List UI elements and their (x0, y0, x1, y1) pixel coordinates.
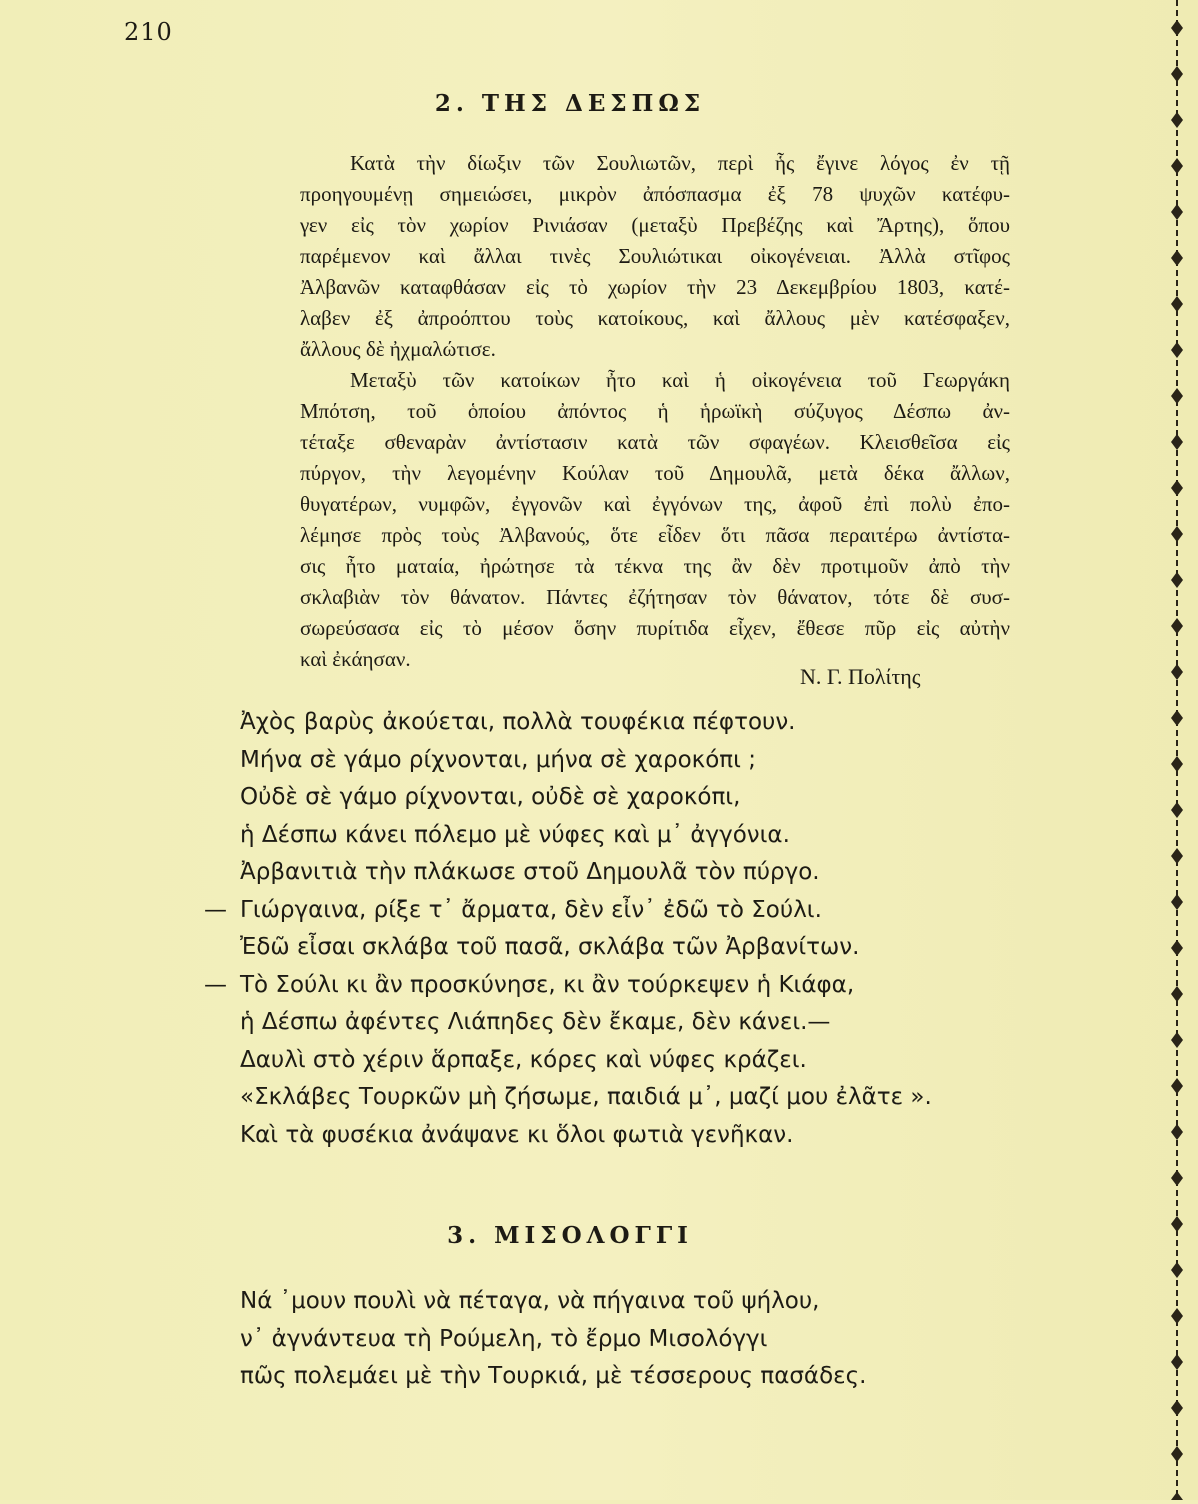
verse-line (204, 1117, 932, 1155)
stitch-mark (1171, 66, 1183, 82)
stitch-mark (1171, 250, 1183, 266)
verse-text: Νά ᾽μουν πουλὶ νὰ πέταγα, νὰ πήγαινα τοῦ ψήλου, (240, 1288, 820, 1314)
prose-line: τέταξε σθεναρὰν ἀντίστασιν κατὰ τῶν σφαγέων. Κλεισθεῖσα εἰς (300, 430, 1010, 454)
stitch-mark (1171, 388, 1183, 404)
stitch-mark (1171, 526, 1183, 542)
prose-line: παρέμενον καὶ ἄλλαι τινὲς Σουλιώτικαι οἰκογένειαι. Ἀλλὰ στῖφος (300, 244, 1010, 268)
verse-line (204, 854, 932, 892)
verse-text: Γιώργαινα, ρίξε τ᾽ ἄρματα, δὲν εἶν᾽ ἐδῶ τὸ Σούλι. (240, 896, 822, 923)
prose-line: σωρεύσασα εἰς τὸ μέσον ὅσην πυρίτιδα εἶχεν, ἔθεσε πῦρ εἰς αὐτὴν (300, 616, 1010, 640)
stitch-mark (1171, 434, 1183, 450)
author-signature: Ν. Γ. Πολίτης (800, 664, 921, 689)
verse-line (204, 1283, 866, 1321)
verse-line (204, 892, 932, 930)
stitch-mark (1171, 1262, 1183, 1278)
verse-text: ν᾽ ἀγνάντευα τὴ Ρούμελη, τὸ ἔρμο Μισολόγγι (240, 1325, 768, 1352)
verse-text: Καὶ τὰ φυσέκια ἀνάψανε κι ὅλοι φωτιὰ γενῆκαν. (240, 1121, 794, 1148)
section-title-despos: 2. ΤΗΣ ΔΕΣΠΩΣ (434, 90, 706, 117)
poem-despos (204, 704, 932, 1154)
stitch-mark (1171, 1032, 1183, 1048)
stitch-mark (1171, 1170, 1183, 1186)
prose-line: καὶ ἐκάησαν. (300, 647, 411, 671)
prose-line: σις ἦτο ματαία, ἠρώτησε τὰ τέκνα της ἂν δὲν προτιμοῦν ἀπὸ τὴν (300, 554, 1010, 578)
stitch-mark (1171, 940, 1183, 956)
verse-line (204, 779, 932, 817)
verse-line (204, 817, 932, 855)
prose-line: Μεταξὺ τῶν κατοίκων ἦτο καὶ ἡ οἰκογένεια τοῦ Γεωργάκη (350, 368, 1010, 392)
binding-stitch-graphic (1162, 0, 1192, 1500)
dialogue-dash: — (204, 971, 227, 998)
prose-line: σκλαβιὰν τὸν θάνατον. Πάντες ἐζήτησαν τὸν θάνατον, τότε δὲ συσ- (300, 585, 1010, 609)
dialogue-dash: — (204, 896, 227, 923)
stitch-mark (1171, 664, 1183, 680)
prose-line: θυγατέρων, νυμφῶν, ἐγγονῶν καὶ ἐγγόνων της, ἀφοῦ ἐπὶ πολὺ ἐπο- (300, 492, 1010, 516)
prose-line: γεν εἰς τὸν χωρίον Ρινιάσαν (μεταξὺ Πρεβέζης καὶ Ἄρτης), ὅπου (300, 213, 1010, 237)
stitch-mark (1171, 480, 1183, 496)
verse-line (204, 1321, 866, 1359)
stitch-mark (1171, 848, 1183, 864)
prose-line: Ἀλβανῶν καταφθάσαν εἰς τὸ χωρίον τὴν 23 Δεκεμβρίου 1803, κατέ- (300, 275, 1010, 299)
stitch-mark (1171, 1446, 1183, 1462)
verse-line (204, 742, 932, 780)
stitch-mark (1171, 1354, 1183, 1370)
stitch-mark (1171, 158, 1183, 174)
prose-line: λέμησε πρὸς τοὺς Ἀλβανούς, ὅτε εἶδεν ὅτι πᾶσα περαιτέρω ἀντίστα- (300, 523, 1010, 547)
verse-text: Δαυλὶ στὸ χέριν ἅρπαξε, κόρες καὶ νύφες κράζει. (240, 1046, 807, 1073)
stitch-mark (1171, 802, 1183, 818)
stitch-mark (1171, 572, 1183, 588)
stitch-mark (1171, 1308, 1183, 1324)
stitch-mark (1171, 1124, 1183, 1140)
stitch-mark (1171, 1216, 1183, 1232)
stitch-mark (1171, 296, 1183, 312)
verse-line (204, 1079, 932, 1117)
verse-line (204, 1042, 932, 1080)
prose-line: λαβεν ἐξ ἀπροόπτου τοὺς κατοίκους, καὶ ἄλλους μὲν κατέσφαξεν, (300, 306, 1010, 330)
verse-text: ἡ Δέσπω ἀφέντες Λιάπηδες δὲν ἔκαμε, δὲν κάνει.— (240, 1009, 831, 1035)
verse-line (204, 1004, 932, 1042)
stitch-mark (1171, 710, 1183, 726)
section-title-misologgi: 3. ΜΙΣΟΛΟΓΓΙ (447, 1222, 693, 1249)
stitch-mark (1171, 204, 1183, 220)
verse-line (204, 929, 932, 967)
page-number: 210 (124, 18, 173, 46)
verse-text: ἡ Δέσπω κάνει πόλεμο μὲ νύφες καὶ μ᾽ ἀγγόνια. (240, 821, 790, 848)
prose-line: πύργον, τὴν λεγομένην Κούλαν τοῦ Δημουλᾶ, μετὰ δέκα ἄλλων, (300, 461, 1010, 485)
stitch-mark (1171, 112, 1183, 128)
prose-line: Κατὰ τὴν δίωξιν τῶν Σουλιωτῶν, περὶ ἧς ἔγινε λόγος ἐν τῇ (350, 151, 1010, 175)
verse-line (204, 704, 932, 742)
binding-stitch-edge (1162, 0, 1192, 1500)
prose-note (300, 148, 1010, 675)
poem-misologgi (204, 1283, 866, 1396)
verse-text: Ἀχὸς βαρὺς ἀκούεται, πολλὰ τουφέκια πέφτουν. (240, 709, 796, 735)
prose-line: ἄλλους δὲ ἠχμαλώτισε. (300, 337, 496, 361)
stitch-mark (1171, 342, 1183, 358)
verse-line (204, 1358, 866, 1396)
stitch-mark (1171, 1492, 1183, 1500)
stitch-mark (1171, 894, 1183, 910)
stitch-mark (1171, 20, 1183, 36)
verse-text: Ἐδῶ εἶσαι σκλάβα τοῦ πασᾶ, σκλάβα τῶν Ἀρβανίτων. (240, 934, 860, 960)
prose-line: προηγουμένῃ σημειώσει, μικρὸν ἀπόσπασμα ἐξ 78 ψυχῶν κατέφυ- (300, 182, 1010, 206)
stitch-mark (1171, 1400, 1183, 1416)
verse-text: Τὸ Σούλι κι ἂν προσκύνησε, κι ἂν τούρκεψεν ἡ Κιάφα, (240, 971, 855, 998)
verse-text: Οὐδὲ σὲ γάμο ρίχνονται, οὐδὲ σὲ χαροκόπι, (240, 784, 741, 810)
stitch-mark (1171, 1078, 1183, 1094)
verse-text: «Σκλάβες Τουρκῶν μὴ ζήσωμε, παιδιά μ᾽, μαζί μου ἐλᾶτε ». (240, 1084, 932, 1110)
prose-line: Μπότση, τοῦ ὁποίου ἀπόντος ἡ ἡρωϊκὴ σύζυγος Δέσπω ἀν- (300, 399, 1010, 423)
verse-text: πῶς πολεμάει μὲ τὴν Τουρκιά, μὲ τέσσερους πασάδες. (240, 1363, 867, 1389)
verse-line (204, 967, 932, 1005)
stitch-mark (1171, 618, 1183, 634)
verse-text: Ἀρβανιτιὰ τὴν πλάκωσε στοῦ Δημουλᾶ τὸν πύργο. (240, 859, 820, 885)
stitch-mark (1171, 756, 1183, 772)
stitch-mark (1171, 986, 1183, 1002)
verse-text: Μήνα σὲ γάμο ρίχνονται, μήνα σὲ χαροκόπι ; (240, 746, 756, 773)
